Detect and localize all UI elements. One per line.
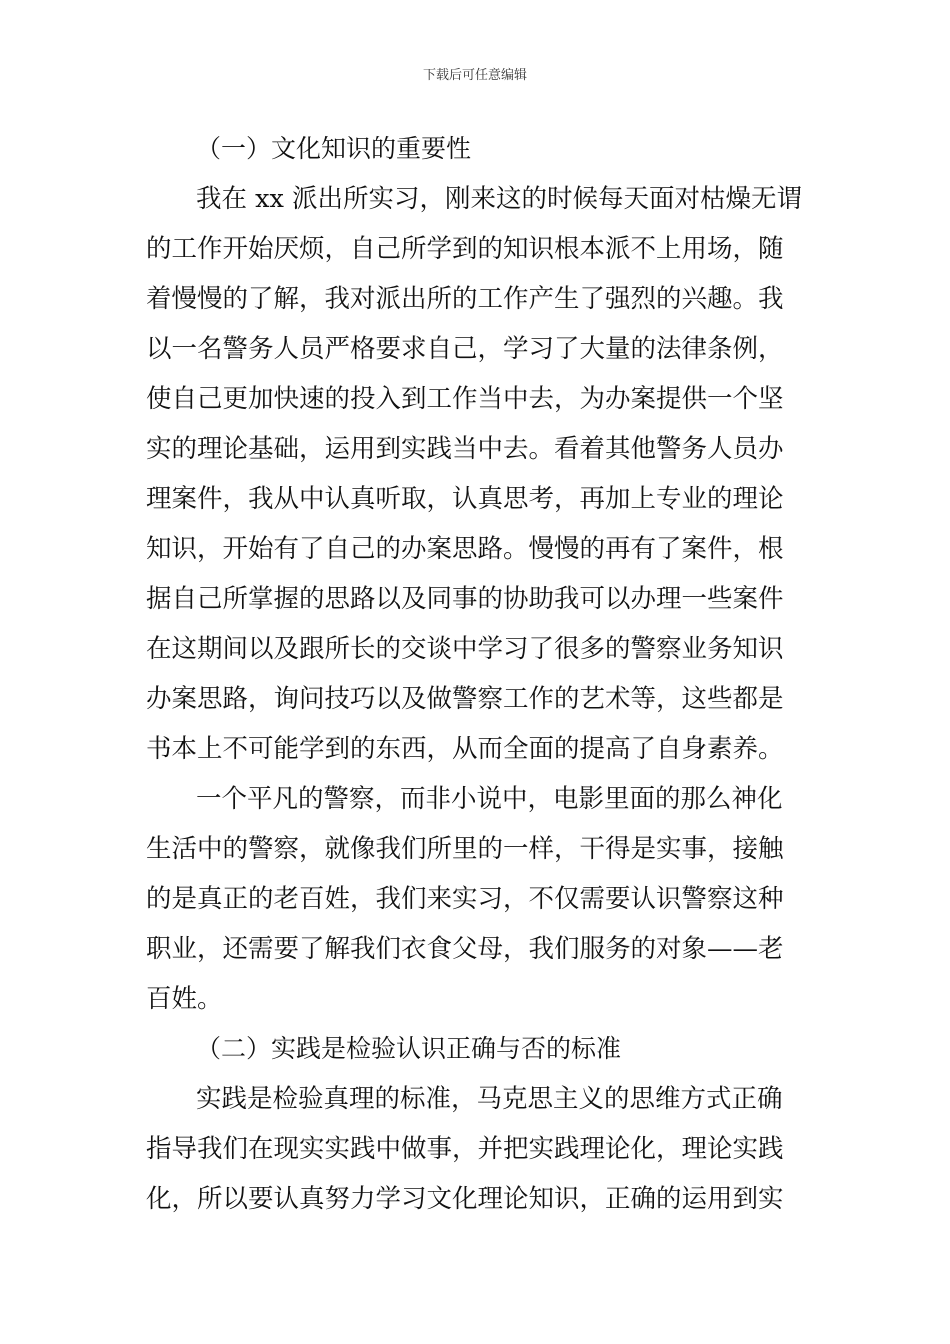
text-line: 我在 xx 派出所实习，刚来这的时候每天面对枯燥无谓	[196, 184, 802, 214]
section-heading-1	[146, 124, 806, 174]
page-header: 下载后可任意编辑	[422, 68, 527, 83]
paragraph-practice	[146, 1074, 806, 1224]
text-line: 实践是检验真理的标准，马克思主义的思维方式正确	[196, 1084, 783, 1114]
text-line: 的工作开始厌烦，自己所学到的知识根本派不上用场，随	[146, 234, 784, 264]
text-line: 知识，开始有了自己的办案思路。慢慢的再有了案件，根	[146, 534, 784, 564]
text-line: 在这期间以及跟所长的交谈中学习了很多的警察业务知识	[146, 634, 784, 664]
text-line: 生活中的警察，就像我们所里的一样，干得是实事，接触	[146, 834, 784, 864]
text-line: 以一名警务人员严格要求自己，学习了大量的法律条例，	[146, 334, 784, 364]
text-line: 着慢慢的了解，我对派出所的工作产生了强烈的兴趣。我	[146, 284, 784, 314]
heading-line: （二）实践是检验认识正确与否的标准	[196, 1034, 622, 1063]
text-line: 职业，还需要了解我们衣食父母，我们服务的对象——老	[146, 934, 784, 964]
text-line: 书本上不可能学到的东西，从而全面的提高了自身素养。	[146, 734, 784, 764]
text-line: 化，所以要认真努力学习文化理论知识，正确的运用到实	[146, 1184, 784, 1214]
heading-line: （一）文化知识的重要性	[196, 134, 472, 163]
text-line: 实的理论基础，运用到实践当中去。看着其他警务人员办	[146, 434, 784, 464]
text-line: 一个平凡的警察，而非小说中，电影里面的那么神化	[196, 784, 783, 814]
text-line: 使自己更加快速的投入到工作当中去，为办案提供一个坚	[146, 384, 784, 414]
text-line: 的是真正的老百姓，我们来实习，不仅需要认识警察这种	[146, 884, 784, 914]
text-line: 据自己所掌握的思路以及同事的协助我可以办理一些案件	[146, 584, 784, 614]
text-line: 理案件，我从中认真听取，认真思考，再加上专业的理论	[146, 484, 784, 514]
section-heading-2	[146, 1024, 806, 1074]
text-line: 指导我们在现实实践中做事，并把实践理论化，理论实践	[146, 1134, 784, 1164]
text-line: 办案思路，询问技巧以及做警察工作的艺术等，这些都是	[146, 684, 784, 714]
paragraph-ordinary-police	[146, 774, 806, 1024]
document-body	[146, 124, 806, 1224]
paragraph-internship	[146, 174, 806, 774]
text-line: 百姓。	[146, 984, 223, 1014]
